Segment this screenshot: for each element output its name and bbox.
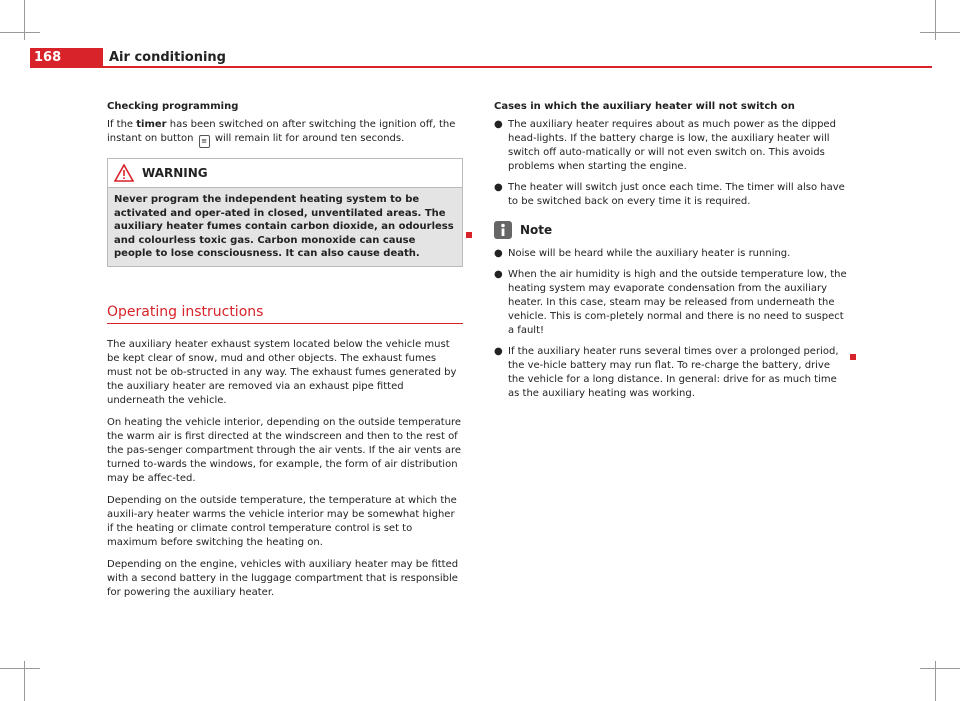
bullet-icon: ● [494, 346, 503, 357]
end-of-section-mark [850, 354, 856, 360]
checking-paragraph [107, 118, 463, 148]
operating-instructions-title: Operating instructions [107, 305, 463, 324]
checking-text-2: has been switched on after switching the ignition off, the instant on button [107, 119, 456, 144]
paragraph: Depending on the outside temperature, the temperature at which the auxili-ary heater warms the vehicle interior may be somewhat higher if the heating or climate control temperature control is set to maximum before switching the heating on. [107, 494, 457, 548]
warning-triangle-icon [114, 164, 134, 182]
warning-box [107, 158, 463, 267]
cases-heading: Cases in which the auxiliary heater will not switch on [494, 101, 795, 112]
warning-text: Never program the independent heating system to be activated and oper-ated in closed, unventilated areas. The auxiliary heater fumes contain carbon dioxide, an odourless and colourless toxic gas. Carbon monoxide can cause people to lose consciousness. It can also cause death. [114, 194, 454, 259]
list-item [494, 247, 848, 261]
header-divider [103, 66, 932, 68]
right-column [494, 100, 848, 408]
paragraph: The auxiliary heater exhaust system located below the vehicle must be kept clear of snow, mud and other objects. The exhaust fumes must not be ob-structed in any way. The exhaust fumes generated by the auxiliary heater are removed via an exhaust pipe fitted underneath the vehicle. [107, 338, 457, 406]
crop-mark [0, 668, 40, 669]
warning-label: WARNING [142, 166, 208, 180]
paragraph: Depending on the engine, vehicles with auxiliary heater may be fitted with a second battery in the luggage compartment that is responsible for powering the auxiliary heater. [107, 558, 459, 598]
list-item [494, 268, 848, 338]
checking-text-1: If the [107, 119, 134, 130]
bullet-icon: ● [494, 182, 503, 193]
checking-text-3: will remain lit for around ten seconds. [214, 133, 405, 144]
list-item [494, 181, 848, 209]
list-item-text: If the auxiliary heater runs several times over a prolonged period, the ve-hicle battery may run flat. To re-charge the battery, drive the vehicle for a long distance. In general: drive for as much time as the auxiliary heating was working. [508, 346, 839, 399]
bullet-icon: ● [494, 119, 503, 130]
list-item-text: The heater will switch just once each time. The timer will also have to be switched back on every time it is required. [508, 182, 845, 207]
left-column [107, 100, 463, 608]
bullet-icon: ● [494, 269, 503, 280]
crop-mark [935, 0, 936, 40]
list-item [494, 118, 848, 174]
crop-mark [920, 668, 960, 669]
note-info-icon [494, 221, 512, 239]
checking-heading: Checking programming [107, 101, 239, 112]
crop-mark [0, 32, 40, 33]
warning-header [108, 159, 462, 188]
section-header: Air conditioning [109, 50, 226, 65]
page-number: 168 [30, 48, 103, 68]
list-item-text: When the air humidity is high and the outside temperature low, the heating system may evaporate condensation from the auxiliary heater. In this case, steam may be released from underneath the vehicle. This is com-pletely normal and there is no need to suspect a fault! [508, 269, 847, 336]
list-item [494, 345, 848, 401]
instant-on-button-icon: ≡ [199, 135, 210, 148]
note-label: Note [520, 223, 553, 237]
bullet-icon: ● [494, 248, 503, 259]
paragraph: On heating the vehicle interior, depending on the outside temperature the warm air is first directed at the windscreen and then to the rest of the pas-senger compartment through the air vents. If the air vents are turned to-wards the windows, for example, the form of air distribution may be affec-ted. [107, 416, 462, 484]
timer-keyword: timer [136, 119, 167, 130]
crop-mark [24, 0, 25, 40]
crop-mark [935, 661, 936, 701]
end-of-section-mark [466, 232, 472, 238]
list-item-text: Noise will be heard while the auxiliary heater is running. [508, 248, 791, 259]
crop-mark [24, 661, 25, 701]
list-item-text: The auxiliary heater requires about as much power as the dipped head-lights. If the battery charge is low, the auxiliary heater will switch off auto-matically or will not even switch on. This avoids problems when starting the engine. [508, 119, 836, 172]
note-header [494, 221, 848, 239]
crop-mark [920, 32, 960, 33]
